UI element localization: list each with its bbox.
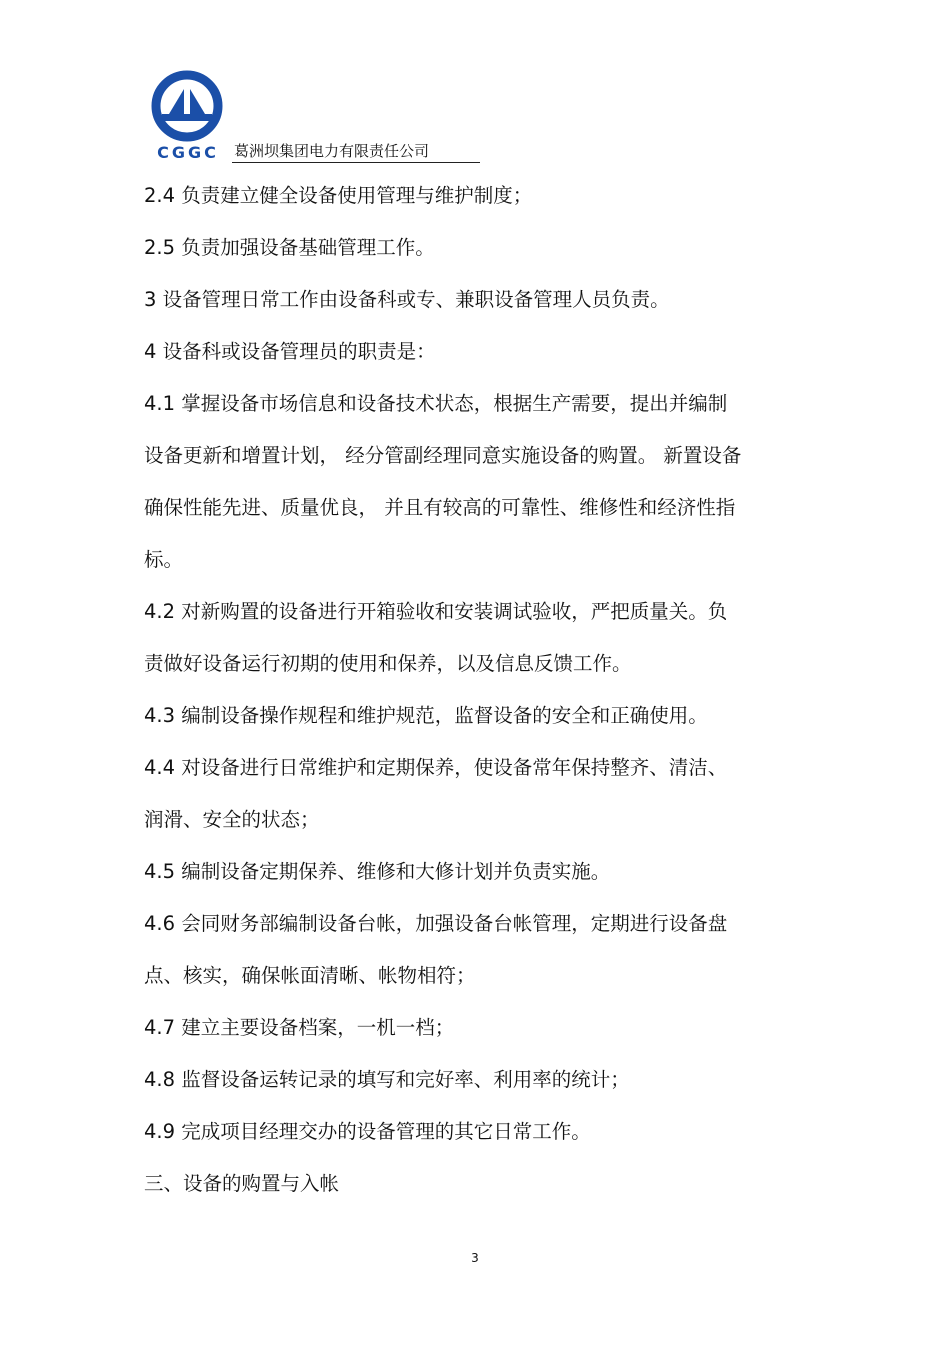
text-line: 4.9 完成项目经理交办的设备管理的其它日常工作。	[144, 1120, 591, 1143]
text-line: 4.1 掌握设备市场信息和设备技术状态，根据生产需要，提出并编制	[144, 392, 728, 415]
cggc-logo-letters	[144, 144, 232, 160]
svg-text:CGGC: CGGC	[157, 144, 219, 160]
company-name: 葛洲坝集团电力有限责任公司	[234, 142, 430, 160]
text-line: 3 设备管理日常工作由设备科或专、兼职设备管理人员负责。	[144, 288, 670, 311]
text-line: 4.2 对新购置的设备进行开箱验收和安装调试验收，严把质量关。负	[144, 600, 728, 623]
text-line: 4.7 建立主要设备档案，一机一档；	[144, 1016, 455, 1039]
text-line: 4.3 编制设备操作规程和维护规范，监督设备的安全和正确使用。	[144, 704, 708, 727]
text-line: 2.4 负责建立健全设备使用管理与维护制度；	[144, 184, 533, 207]
page-number: 3	[471, 1251, 479, 1265]
cggc-logo-icon	[150, 70, 224, 142]
document-body	[144, 183, 824, 1223]
header-rule	[232, 162, 480, 163]
text-line: 4.5 编制设备定期保养、维修和大修计划并负责实施。	[144, 860, 611, 883]
text-line: 设备更新和增置计划， 经分管副经理同意实施设备的购置。 新置设备	[144, 444, 742, 467]
text-line: 4.4 对设备进行日常维护和定期保养，使设备常年保持整齐、清洁、	[144, 756, 728, 779]
text-line: 4.8 监督设备运转记录的填写和完好率、利用率的统计；	[144, 1068, 630, 1091]
text-line: 4 设备科或设备管理员的职责是：	[144, 340, 436, 363]
section-heading: 三、设备的购置与入帐	[144, 1172, 340, 1195]
text-line: 标。	[144, 548, 184, 571]
text-line: 润滑、安全的状态；	[144, 808, 320, 831]
text-line: 点、核实，确保帐面清晰、帐物相符；	[144, 964, 476, 987]
text-line: 确保性能先进、质量优良， 并且有较高的可靠性、维修性和经济性指	[144, 496, 736, 519]
text-line: 4.6 会同财务部编制设备台帐，加强设备台帐管理，定期进行设备盘	[144, 912, 728, 935]
text-line: 责做好设备运行初期的使用和保养，以及信息反馈工作。	[144, 652, 632, 675]
page-header	[144, 68, 480, 164]
text-line: 2.5 负责加强设备基础管理工作。	[144, 236, 435, 259]
